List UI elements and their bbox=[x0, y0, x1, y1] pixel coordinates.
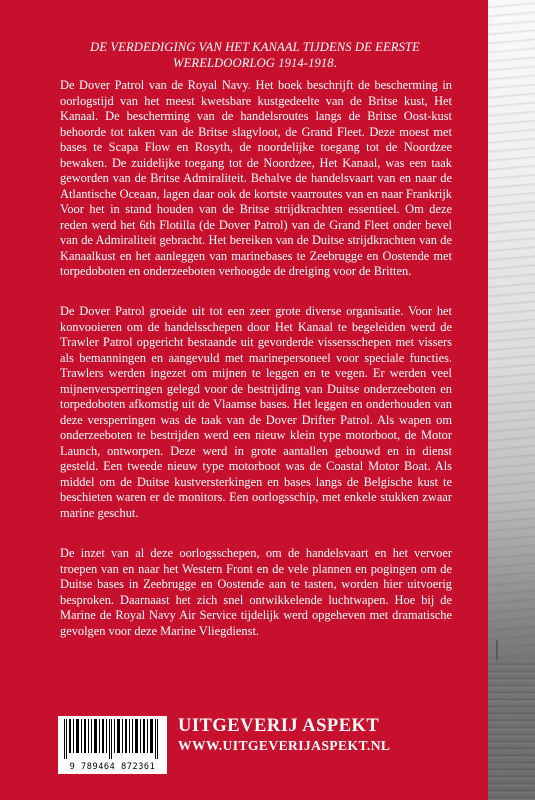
publisher-name: UITGEVERIJ ASPEKT bbox=[178, 716, 380, 736]
blurb-paragraph-1: De Dover Patrol van de Royal Navy. Het boek beschrijft de bescherming in oorlogstijd van het meest kwetsbare kustgedeelte van de Britse kust, Het Kanaal. De bescherming van de handelsroutes langs de Britse Oost-kust behoorde tot taken van de Britse slagvloot, de Grand Fleet. Deze moest met bases te Scapa Flow en Rosyth, de noordelijke toegang tot de Noordzee bewaken. De zuidelijke toegang tot de Noordzee, Het Kanaal, was een taak geworden van de Britse Admiraliteit. Behalve de handelsvaart van en naar de Atlantische Oceaan, lagen daar ook de kortste vaarroutes van en naar Frankrijk Voor het in stand houden van de Britse strijdkrachten essentieel. Om deze reden werd het 6th Flotilla (de Dover Patrol) van de Grand Fleet onder bevel van de Admiraliteit gebracht. Het bereiken van de Duitse strijdkrachten van de Kanaalkust en het aanleggen van marinebases te Zeebrugge en Oostende met torpedoboten en onderzeeboten verhoogde de dreiging voor de Britten. bbox=[60, 78, 452, 278]
isbn-digits: 9 789464 872361 bbox=[69, 762, 156, 772]
sea-waves bbox=[488, 660, 535, 800]
blurb-paragraph-2: De Dover Patrol groeide uit tot een zeer grote diverse organisatie. Voor het konvooieren om de handelsschepen door Het Kanaal te begeleiden werd de Trawler Patrol opgericht bestaande uit gevorderde vissersschepen met vissers als bemanningen en aangevuld met marinepersoneel voor speciale functies. Trawlers werden ingezet om mijnen te leggen en te vegen. Er werden veel mijnenversperringen gelegd voor de bestrijding van Duitse onderzeeboten en torpedoboten afkomstig uit de Vlaamse bases. Het leggen en onderhouden van deze versperringen was de taak van de Dover Drifter Patrol. Als wapen om onderzeeboten te bestrijden werd een nieuw klein type motorboot, de Motor Launch, ontworpen. Deze werd in grote aantallen gebouwd en in dienst gesteld. Een tweede nieuw type motorboot was de Coastal Motor Boat. Als middel om de Duitse kustversterkingen en bases langs de Belgische kust te beschieten waren er de monitors. Een oorlogsschip, met enkele stukken zwaar marine geschut. bbox=[60, 304, 452, 520]
isbn-barcode bbox=[58, 716, 167, 774]
barcode-bars bbox=[62, 719, 163, 759]
cover-subtitle-heading: DE VERDEDIGING VAN HET KANAAL TIJDENS DE EERSTE WERELDOORLOG 1914-1918. bbox=[90, 40, 420, 70]
sea-photo-strip bbox=[488, 0, 535, 800]
blurb-paragraph-3: De inzet van al deze oorlogsschepen, om de handelsvaart en het vervoer troepen van en naar het Western Front en de vele plannen en pogingen om de Duitse bases in Zeebrugge en Oostende aan te tasten, worden hier uitvoerig besproken. Daarnaast het zich snel ontwikkelende luchtwapen. Hoe bij de Marine de Royal Navy Air Service tijdelijk werd opgeheven met dramatische gevolgen voor deze Marine Vliegdienst. bbox=[60, 546, 452, 638]
publisher-website: WWW.UITGEVERIJASPEKT.NL bbox=[178, 738, 391, 753]
ship-silhouette bbox=[496, 640, 498, 662]
